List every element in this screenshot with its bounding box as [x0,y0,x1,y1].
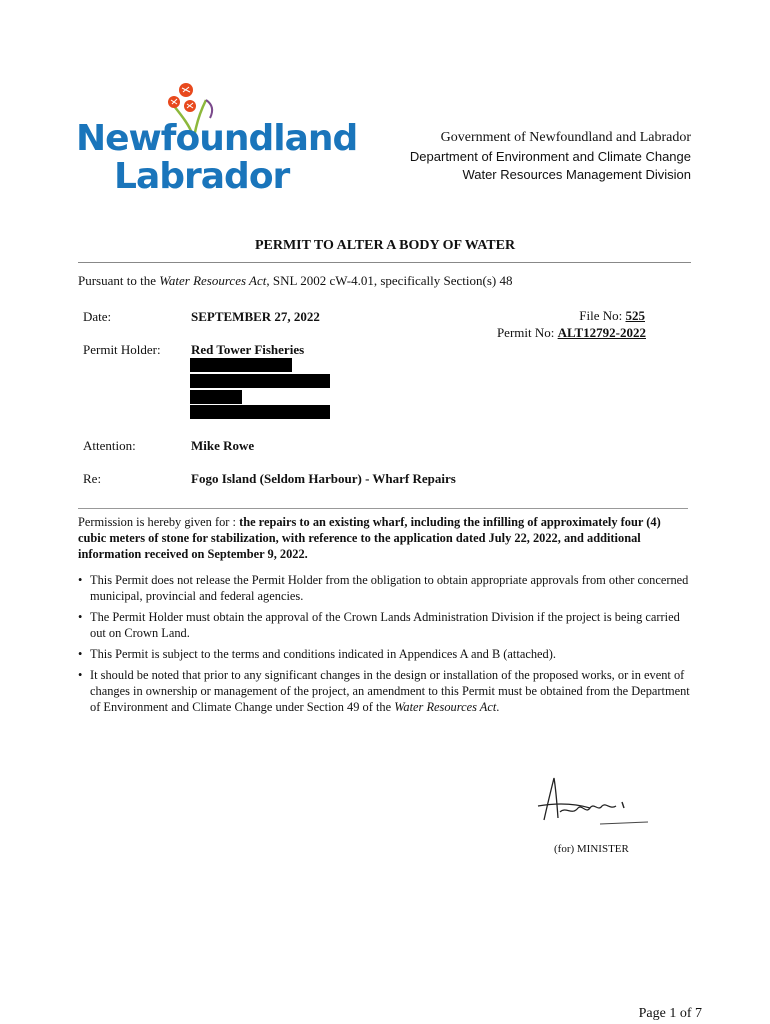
date-value: SEPTEMBER 27, 2022 [191,309,320,324]
signature-caption: (for) MINISTER [554,843,629,855]
signature-image [530,772,660,832]
holder-value: Red Tower Fisheries [191,342,305,357]
page-number: Page 1 of 7 [638,1006,702,1021]
pursuant-suffix: , SNL 2002 cW-4.01, specifically Section(s) 48 [266,273,513,288]
permit-number [497,325,646,341]
list-item: • The Permit Holder must obtain the approval of the Crown Lands Administration Division if the project is being carried out on Crown Land. [78,609,694,641]
permission-prefix: Permission is hereby given for : [78,515,240,529]
file-value: 525 [625,308,645,323]
logo-line-1: Newfoundland [76,118,358,159]
document-title: PERMIT TO ALTER A BODY OF WATER [254,238,516,253]
redacted-address-line-2 [190,374,330,388]
re-value: Fogo Island (Seldom Harbour) - Wharf Repairs [191,471,456,486]
last-bullet-text: It should be noted that prior to any significant changes in the design or installation of the proposed works, or in event of changes in ownership or management of the project, an amendment to this Permit must be obtained from the Department of Environment and Climate Change under Section 49 of the [90,668,690,714]
holder-label: Permit Holder: [83,342,161,357]
pursuant-line [78,273,512,289]
header-government: Government of Newfoundland and Labrador [440,130,691,145]
re-label: Re: [83,471,102,486]
pursuant-act: Water Resources Act [159,273,267,288]
permission-body: the repairs to an existing wharf, including the infilling of approximately four (4) cubic meters of stone for stabilization, with reference to the application dated July 22, 2022, and additional information received on September 9, 2022. [78,515,661,561]
attention-label: Attention: [83,438,136,453]
last-bullet-end: . [496,700,500,714]
attention-value: Mike Rowe [191,438,255,453]
government-logo [76,80,358,200]
list-item: • This Permit does not release the Permit Holder from the obligation to obtain appropriate approvals from other concerned municipal, provincial and federal agencies. [78,572,694,604]
permit-label: Permit No: [496,325,558,340]
permit-value: ALT12792-2022 [557,325,646,340]
header-department: Department of Environment and Climate Change [409,149,691,164]
permission-paragraph [78,514,690,562]
divider [78,508,688,509]
file-label: File No: [579,308,626,323]
redacted-address-line-3 [190,390,242,404]
file-number [579,308,645,324]
pursuant-prefix: Pursuant to the [78,273,160,288]
header-division: Water Resources Management Division [462,167,691,182]
logo-line-2: Labrador [114,156,290,197]
redacted-address-line-1 [190,358,292,372]
date-label: Date: [83,309,112,324]
last-bullet-act: Water Resources Act [394,700,497,714]
divider [78,262,691,263]
conditions-list [78,572,694,720]
list-item [78,667,694,715]
redacted-address-line-4 [190,405,330,419]
list-item: • This Permit is subject to the terms and conditions indicated in Appendices A and B (attached). [78,646,694,662]
